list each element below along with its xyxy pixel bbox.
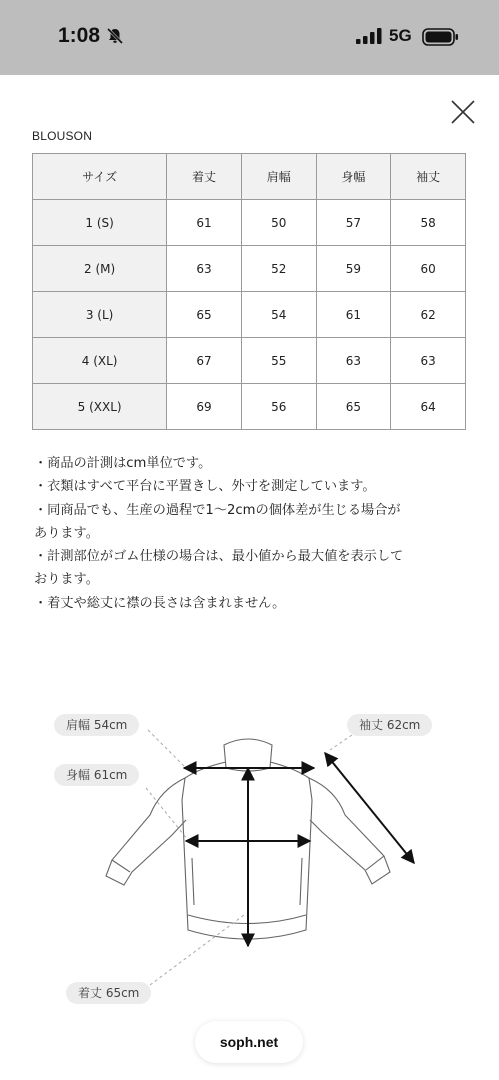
table-row — [33, 200, 466, 246]
table-cell: 57 — [316, 200, 391, 246]
table-cell: 55 — [241, 338, 316, 384]
note-line: ・着丈や総丈に襟の長さは含まれません。 — [34, 595, 286, 611]
header-chest: 身幅 — [316, 154, 391, 200]
jacket-measurement-diagram — [0, 700, 499, 1020]
table-cell: 65 — [167, 292, 242, 338]
note-line: ・計測部位がゴム仕様の場合は、最小値から最大値を表示して — [34, 549, 404, 565]
status-time: 1:08 — [58, 24, 101, 47]
table-cell: 59 — [316, 246, 391, 292]
size-cell: 4 (XL) — [33, 338, 167, 384]
label-chest: 身幅 61cm — [54, 764, 139, 786]
table-row — [33, 246, 466, 292]
note-line: あります。 — [34, 525, 99, 541]
header-size: サイズ — [33, 154, 167, 200]
table-cell: 62 — [391, 292, 466, 338]
size-cell: 1 (S) — [33, 200, 167, 246]
header-shoulder: 肩幅 — [241, 154, 316, 200]
table-cell: 63 — [391, 338, 466, 384]
domain-pill[interactable]: soph.net — [195, 1021, 303, 1063]
note-line: ・商品の計測はcm単位です。 — [34, 456, 212, 471]
table-cell: 61 — [316, 292, 391, 338]
size-cell: 3 (L) — [33, 292, 167, 338]
bell-slash-icon — [106, 27, 124, 45]
table-cell: 63 — [316, 338, 391, 384]
label-sleeve: 袖丈 62cm — [347, 714, 432, 736]
table-cell: 61 — [167, 200, 242, 246]
table-cell: 56 — [241, 384, 316, 430]
table-cell: 60 — [391, 246, 466, 292]
size-cell: 5 (XXL) — [33, 384, 167, 430]
table-header-row — [33, 154, 466, 200]
status-bar — [0, 0, 499, 75]
section-title: BLOUSON — [32, 129, 93, 143]
table-row — [33, 292, 466, 338]
table-cell: 63 — [167, 246, 242, 292]
size-cell: 2 (M) — [33, 246, 167, 292]
note-line: おります。 — [34, 572, 99, 588]
label-length: 着丈 65cm — [66, 982, 151, 1004]
table-cell: 69 — [167, 384, 242, 430]
table-cell: 52 — [241, 246, 316, 292]
table-cell: 64 — [391, 384, 466, 430]
table-row — [33, 338, 466, 384]
measurement-notes — [34, 452, 474, 615]
table-cell: 58 — [391, 200, 466, 246]
signal-icon — [356, 28, 382, 44]
network-type: 5G — [389, 26, 412, 45]
table-cell: 65 — [316, 384, 391, 430]
table-cell: 67 — [167, 338, 242, 384]
size-table — [32, 153, 466, 430]
battery-icon — [422, 28, 460, 46]
header-length: 着丈 — [167, 154, 242, 200]
table-cell: 54 — [241, 292, 316, 338]
table-cell: 50 — [241, 200, 316, 246]
label-shoulder: 肩幅 54cm — [54, 714, 139, 736]
header-sleeve: 袖丈 — [391, 154, 466, 200]
note-line: ・衣類はすべて平台に平置きし、外寸を測定しています。 — [34, 479, 376, 495]
table-row — [33, 384, 466, 430]
close-icon[interactable] — [450, 99, 476, 125]
note-line: ・同商品でも、生産の過程で1〜2cmの個体差が生じる場合が — [34, 502, 401, 518]
